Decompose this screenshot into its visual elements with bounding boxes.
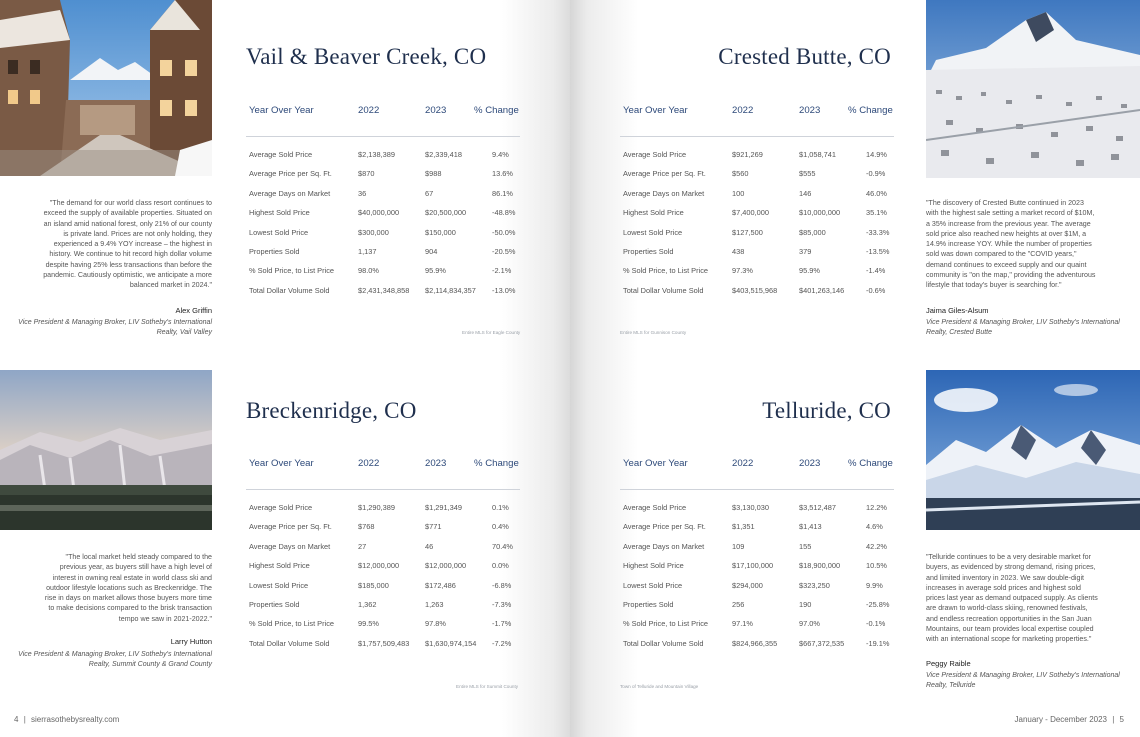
value-2023: 190	[799, 599, 812, 609]
footer-separator: |	[1112, 715, 1115, 724]
row-label: % Sold Price, to List Price	[249, 266, 335, 276]
col-header-change: % Change	[474, 105, 519, 116]
col-header-2022: 2022	[732, 458, 754, 469]
value-2023: 155	[799, 541, 812, 551]
table-row	[620, 204, 894, 223]
value-2023: $85,000	[799, 227, 826, 237]
telluride-title: Telluride, CO	[762, 398, 891, 423]
row-label: Lowest Sold Price	[249, 580, 309, 590]
table-row	[246, 596, 520, 615]
breckenridge-quote: "The local market held steady compared to the previous year, as buyers still have a high level of interest in owning real estate in world class ski and outdoor lifestyle locations such as Breckenridge. The rise in days on market allows those buyers more time to make decisions compared to the brisk transaction tempo we saw in 2021-2022."	[44, 553, 212, 623]
value-2023: 904	[425, 246, 438, 256]
value-2023: $3,512,487	[799, 503, 836, 512]
value-2023: $18,900,000	[799, 561, 841, 571]
value-2022: $3,130,030	[732, 503, 769, 512]
col-header-2022: 2022	[732, 105, 754, 116]
table-row	[620, 282, 894, 301]
value-2023: 379	[799, 246, 812, 256]
value-2022: 99.5%	[358, 619, 379, 629]
value-change: -7.2%	[492, 638, 512, 648]
value-change: 0.4%	[492, 522, 509, 532]
value-2023: 146	[799, 188, 812, 198]
table-row	[246, 146, 520, 165]
value-2022: 100	[732, 188, 745, 198]
value-2023: $1,413	[799, 522, 822, 532]
col-header-year-over-year: Year Over Year	[249, 458, 314, 469]
value-change: -20.5%	[492, 246, 516, 256]
value-change: 13.6%	[492, 169, 513, 179]
col-header-change: % Change	[848, 105, 893, 116]
table-row	[246, 243, 520, 262]
table-row	[246, 518, 520, 537]
value-2023: $2,339,418	[425, 150, 462, 159]
table-row	[246, 185, 520, 204]
value-2022: 97.3%	[732, 266, 753, 276]
row-label: Highest Sold Price	[623, 561, 684, 571]
table-row	[246, 577, 520, 596]
table-row	[246, 165, 520, 184]
table-body	[620, 490, 894, 654]
value-2022: $294,000	[732, 580, 763, 590]
value-change: 0.0%	[492, 561, 509, 571]
vail-author-name: Alex Griffin	[175, 306, 212, 315]
row-label: % Sold Price, to List Price	[623, 619, 709, 629]
crested-butte-stats-table	[620, 96, 894, 301]
row-label: Average Days on Market	[623, 188, 705, 198]
value-2023: $172,486	[425, 580, 456, 590]
vail-village-photo	[0, 0, 212, 176]
table-row	[620, 635, 894, 654]
breckenridge-photo	[0, 370, 212, 530]
telluride-author-role: Vice President & Managing Broker, LIV Sotheby's International Realty, Telluride	[926, 672, 1120, 690]
value-2023: $988	[425, 169, 442, 179]
telluride-quote: "Telluride continues to be a very desirable market for buyers, as evidenced by strong demand, rising prices, and limited inventory in 2023. We saw double-digit increases in average sold prices and highest sold prices last year as demand outpaced supply. As clients are drawn to world-class skiing, renowned festivals, and endless recreation opportunities in the San Juan Mountains, our team provides local expertise coupled with an international scope for marketing properties."	[926, 553, 1098, 644]
right-page-number: 5	[1119, 715, 1124, 724]
value-2023: $150,000	[425, 227, 456, 237]
col-header-2023: 2023	[425, 458, 447, 469]
value-change: 14.9%	[866, 150, 887, 159]
table-row	[246, 557, 520, 576]
value-change: -25.8%	[866, 599, 890, 609]
value-2022: 438	[732, 246, 745, 256]
value-change: -33.3%	[866, 227, 890, 237]
right-page	[570, 0, 1140, 737]
value-2022: $7,400,000	[732, 208, 769, 218]
vail-stats-table	[246, 96, 520, 301]
value-2023: $323,250	[799, 580, 830, 590]
value-change: -13.0%	[492, 285, 516, 295]
value-2023: $10,000,000	[799, 208, 841, 218]
value-change: -0.6%	[866, 285, 886, 295]
value-2022: $1,757,509,483	[358, 638, 410, 648]
row-label: Average Days on Market	[249, 541, 331, 551]
value-2022: $17,100,000	[732, 561, 774, 571]
table-header	[246, 96, 520, 137]
value-2023: $1,058,741	[799, 150, 836, 159]
breckenridge-author-role: Vice President & Managing Broker, LIV Sotheby's International Realty, Summit County & Grand County	[18, 651, 212, 669]
row-label: Lowest Sold Price	[623, 227, 683, 237]
value-2023: $555	[799, 169, 816, 179]
table-header	[620, 96, 894, 137]
row-label: Highest Sold Price	[623, 208, 684, 218]
row-label: Highest Sold Price	[249, 561, 310, 571]
row-label: Total Dollar Volume Sold	[623, 285, 704, 295]
row-label: Average Sold Price	[249, 503, 313, 512]
value-2022: $185,000	[358, 580, 389, 590]
row-label: Lowest Sold Price	[249, 227, 309, 237]
col-header-year-over-year: Year Over Year	[623, 105, 688, 116]
row-label: % Sold Price, to List Price	[249, 619, 335, 629]
table-row	[620, 518, 894, 537]
table-row	[620, 499, 894, 518]
value-change: 42.2%	[866, 541, 887, 551]
table-row	[246, 204, 520, 223]
value-2022: 256	[732, 599, 745, 609]
value-change: -0.9%	[866, 169, 886, 179]
value-2022: 27	[358, 541, 367, 551]
vail-author-role: Vice President & Managing Broker, LIV Sotheby's International Realty, Vail Valley	[18, 319, 212, 337]
report-period: January - December 2023	[1014, 715, 1107, 724]
row-label: Average Sold Price	[249, 150, 313, 159]
left-page-number: 4	[14, 715, 19, 724]
crested-butte-source-note: Entire MLS for Gunnison County	[620, 330, 687, 335]
table-row	[246, 538, 520, 557]
value-2022: $300,000	[358, 227, 389, 237]
value-change: 4.6%	[866, 522, 883, 532]
footer-separator: |	[23, 715, 26, 724]
col-header-2023: 2023	[425, 105, 447, 116]
value-change: -13.5%	[866, 246, 890, 256]
table-row	[620, 146, 894, 165]
telluride-photo	[926, 370, 1140, 530]
table-row	[620, 185, 894, 204]
value-change: 10.5%	[866, 561, 887, 571]
row-label: Average Sold Price	[623, 150, 687, 159]
value-change: 70.4%	[492, 541, 513, 551]
value-2022: $40,000,000	[358, 208, 400, 218]
row-label: Properties Sold	[249, 246, 300, 256]
table-body	[620, 137, 894, 301]
col-header-2022: 2022	[358, 105, 380, 116]
breckenridge-source-note: Entire MLS for Summit County	[456, 684, 519, 689]
value-change: 86.1%	[492, 188, 513, 198]
value-2022: $12,000,000	[358, 561, 400, 571]
table-header	[620, 449, 894, 490]
row-label: Average Sold Price	[623, 503, 687, 512]
value-2022: 98.0%	[358, 266, 379, 276]
vail-title: Vail & Beaver Creek, CO	[246, 44, 487, 69]
value-change: -0.1%	[866, 619, 886, 629]
breckenridge-title: Breckenridge, CO	[246, 398, 417, 423]
crested-butte-author-role: Vice President & Managing Broker, LIV Sotheby's International Realty, Crested Butte	[926, 319, 1120, 337]
value-change: -1.4%	[866, 266, 886, 276]
col-header-2023: 2023	[799, 105, 821, 116]
crested-butte-author-name: Jaima Giles-Alsum	[926, 306, 989, 315]
value-2023: $20,500,000	[425, 208, 467, 218]
vail-quote: "The demand for our world class resort continues to exceed the supply of available properties. Situated on an island amid national forest, only 21% of our county is private land. Prices are not only holding, they experienced a 9.4% YOY increase – the highest in history. We continue to hit record high dollar volume despite having 25% less transactions than before the pandemic. Cautiously optimistic, we anticipate a more balanced market in 2024."	[43, 199, 212, 290]
value-change: -1.7%	[492, 619, 512, 629]
crested-butte-photo	[926, 0, 1140, 178]
value-2022: $560	[732, 169, 749, 179]
row-label: Average Price per Sq. Ft.	[623, 169, 706, 179]
row-label: % Sold Price, to List Price	[623, 266, 709, 276]
telluride-author-name: Peggy Raible	[926, 659, 971, 668]
value-2023: $1,291,349	[425, 503, 462, 512]
table-row	[620, 224, 894, 243]
row-label: Properties Sold	[623, 599, 674, 609]
value-2022: 36	[358, 188, 367, 198]
value-change: 9.9%	[866, 580, 883, 590]
row-label: Lowest Sold Price	[623, 580, 683, 590]
telluride-stats-table	[620, 449, 894, 654]
row-label: Total Dollar Volume Sold	[249, 638, 330, 648]
col-header-2022: 2022	[358, 458, 380, 469]
table-row	[246, 282, 520, 301]
value-2023: 46	[425, 541, 434, 551]
table-row	[246, 635, 520, 654]
row-label: Highest Sold Price	[249, 208, 310, 218]
value-2023: $401,263,146	[799, 285, 845, 295]
row-label: Total Dollar Volume Sold	[249, 285, 330, 295]
table-row	[246, 615, 520, 634]
value-change: -7.3%	[492, 599, 512, 609]
col-header-year-over-year: Year Over Year	[249, 105, 314, 116]
table-row	[620, 557, 894, 576]
row-label: Total Dollar Volume Sold	[623, 638, 704, 648]
table-row	[620, 538, 894, 557]
table-row	[620, 262, 894, 281]
website-link[interactable]: sierrasothebysrealty.com	[31, 715, 120, 724]
value-2023: 95.9%	[425, 266, 446, 276]
value-2023: 1,263	[425, 599, 444, 609]
right-footer	[1015, 715, 1125, 724]
value-2022: $870	[358, 169, 375, 179]
value-2022: $921,269	[732, 150, 763, 159]
row-label: Average Days on Market	[623, 541, 705, 551]
value-2023: $667,372,535	[799, 638, 845, 648]
value-change: -2.1%	[492, 266, 512, 276]
table-row	[620, 596, 894, 615]
value-2023: $12,000,000	[425, 561, 467, 571]
table-header	[246, 449, 520, 490]
value-change: -6.8%	[492, 580, 512, 590]
value-change: 0.1%	[492, 503, 509, 512]
value-2022: 1,362	[358, 599, 377, 609]
breckenridge-stats-table	[246, 449, 520, 654]
value-change: 35.1%	[866, 208, 887, 218]
value-change: 12.2%	[866, 503, 887, 512]
value-2022: $1,290,389	[358, 503, 395, 512]
table-row	[620, 243, 894, 262]
value-2022: 1,137	[358, 246, 377, 256]
table-row	[246, 499, 520, 518]
value-change: 46.0%	[866, 188, 887, 198]
value-2022: $2,138,389	[358, 150, 395, 159]
value-2022: $403,515,968	[732, 285, 778, 295]
table-row	[620, 615, 894, 634]
value-2022: 97.1%	[732, 619, 753, 629]
table-row	[620, 577, 894, 596]
value-2023: 67	[425, 188, 434, 198]
col-header-change: % Change	[474, 458, 519, 469]
row-label: Properties Sold	[623, 246, 674, 256]
col-header-change: % Change	[848, 458, 893, 469]
left-footer	[14, 715, 119, 724]
row-label: Average Price per Sq. Ft.	[623, 522, 706, 532]
value-2023: 97.0%	[799, 619, 820, 629]
row-label: Average Price per Sq. Ft.	[249, 169, 332, 179]
row-label: Properties Sold	[249, 599, 300, 609]
value-change: 9.4%	[492, 150, 509, 159]
value-change: -19.1%	[866, 638, 890, 648]
value-2023: $1,630,974,154	[425, 638, 477, 648]
crested-butte-title: Crested Butte, CO	[718, 44, 891, 69]
vail-source-note: Entire MLS for Eagle County	[462, 330, 521, 335]
value-2023: 97.8%	[425, 619, 446, 629]
col-header-year-over-year: Year Over Year	[623, 458, 688, 469]
value-2022: $127,500	[732, 227, 763, 237]
value-2022: $824,966,355	[732, 638, 778, 648]
row-label: Average Price per Sq. Ft.	[249, 522, 332, 532]
row-label: Average Days on Market	[249, 188, 331, 198]
value-2023: $2,114,834,357	[425, 285, 476, 295]
value-2022: $768	[358, 522, 375, 532]
value-2022: $1,351	[732, 522, 755, 532]
value-change: -48.8%	[492, 208, 516, 218]
value-2023: 95.9%	[799, 266, 820, 276]
table-body	[246, 490, 520, 654]
value-change: -50.0%	[492, 227, 516, 237]
telluride-source-note: Town of Telluride and Mountain Village	[620, 684, 699, 689]
table-row	[246, 224, 520, 243]
crested-butte-quote: "The discovery of Crested Butte continued in 2023 with the highest sale setting a market record of $10M, a 35% increase from the previous year. The average sold price also reached new heights at over $1M, a 14.9% increase YOY. While the number of properties sold was down compared to the "COVID years," demand continues to exceed supply and our quaint community is "on the map," providing the adventurous lifestyle that today's buyer is searching for."	[926, 199, 1096, 290]
breckenridge-author-name: Larry Hutton	[170, 637, 212, 646]
col-header-2023: 2023	[799, 458, 821, 469]
value-2022: 109	[732, 541, 745, 551]
table-row	[620, 165, 894, 184]
table-body	[246, 137, 520, 301]
value-2023: $771	[425, 522, 442, 532]
value-2022: $2,431,348,858	[358, 285, 410, 295]
table-row	[246, 262, 520, 281]
